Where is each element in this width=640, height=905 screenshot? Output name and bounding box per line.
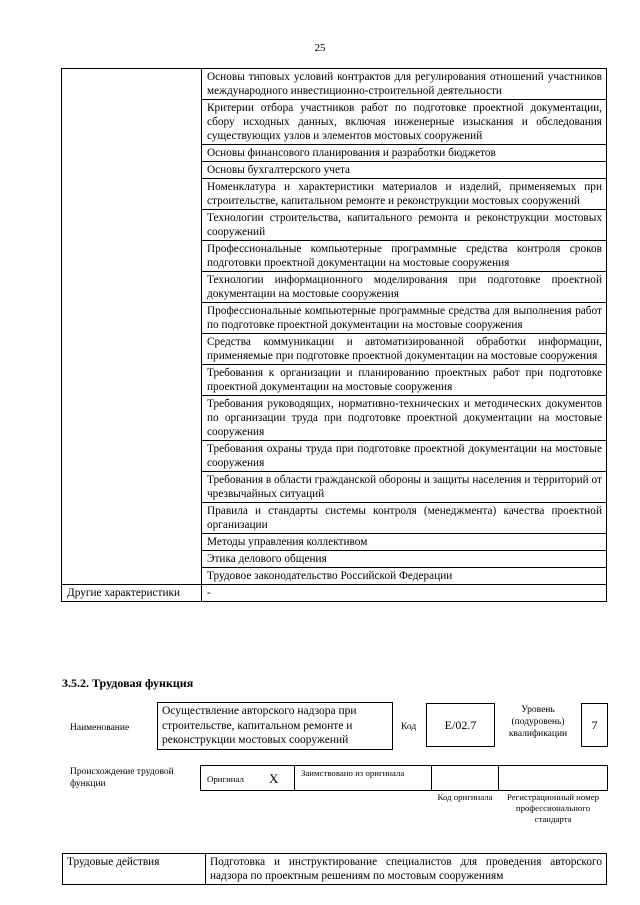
knowledge-item: Требования охраны труда при подготовке проектной документации на мостовые сооружения [202,441,607,472]
knowledge-item: Правила и стандарты системы контроля (менеджмента) качества проектной организации [202,503,607,534]
knowledge-item: Основы типовых условий контрактов для регулирования отношений участников международного инвестиционно-строительной деятельности [202,69,607,100]
knowledge-item: Технологии строительства, капитального ремонта и реконструкции мостовых сооружений [202,210,607,241]
original-mark: X [269,771,279,786]
reg-number-cell [498,765,608,791]
knowledge-item: Требования в области гражданской обороны и защиты населения и территорий от чрезвычайных ситуаций [202,472,607,503]
knowledge-item: Требования к организации и планированию проектных работ при подготовке проектной документации на мостовые сооружения [202,365,607,396]
other-characteristics-label: Другие характеристики [62,585,202,602]
knowledge-item: Этика делового общения [202,551,607,568]
knowledge-table [61,68,607,602]
left-empty-cell [62,69,202,585]
knowledge-item: Технологии информационного моделирования при подготовке проектной документации на мостовые сооружения [202,272,607,303]
original-cell [200,765,295,791]
knowledge-item: Трудовое законодательство Российской Федерации [202,568,607,585]
code-value-box: Е/02.7 [426,703,495,747]
knowledge-item: Основы финансового планирования и разработки бюджетов [202,145,607,162]
original-label: Оригинал [207,774,244,784]
table-row [62,585,607,602]
origin-code-label: Код оригинала [437,792,493,802]
page-number: 25 [314,42,326,54]
knowledge-item: Методы управления коллективом [202,534,607,551]
origin-code-cell [431,765,499,791]
knowledge-item: Основы бухгалтерского учета [202,162,607,179]
borrowed-label: Заимствовано из оригинала [301,768,405,778]
function-name-box: Осуществление авторского надзора при строительстве, капитальном ремонте и реконструкции мостовых сооружений [157,702,393,750]
knowledge-item: Критерии отбора участников работ по подготовке проектной документации, сбору исходных данных, включая инженерные изыскания и обследования существующих узлов и элементов мостовых сооружений [202,100,607,145]
level-value-box: 7 [581,703,608,747]
knowledge-item: Профессиональные компьютерные программные средства для выполнения работ по подготовке проектной документации на мостовые сооружения [202,303,607,334]
knowledge-item: Средства коммуникации и автоматизированной обработки информации, применяемые при подготовке проектной документации на мостовые сооружения [202,334,607,365]
table-row [63,854,607,885]
level-label: Уровень (подуровень) квалификации [508,705,568,739]
section-title: 3.5.2. Трудовая функция [62,676,194,690]
origin-label: Происхождение трудовой функции [70,767,174,789]
knowledge-item: Профессиональные компьютерные программные средства контроля сроков подготовки проектной документации на мостовые сооружения [202,241,607,272]
borrowed-cell [294,765,432,791]
table-row [62,69,607,100]
work-action-item: Подготовка и инструктирование специалистов для проведения авторского надзора по проектным решениям по мостовым сооружениям [206,854,607,885]
code-label: Код [401,722,417,732]
knowledge-item: Требования руководящих, нормативно-технических и методических документов по организации труда при подготовке проектной документации на мостовые сооружения [202,396,607,441]
other-characteristics-value: - [202,585,607,602]
knowledge-item: Номенклатура и характеристики материалов и изделий, применяемых при строительстве, капитальном ремонте и реконструкции мостовых сооружений [202,179,607,210]
name-label: Наименование [70,723,130,733]
reg-number-label: Регистрационный номер профессионального стандарта [506,792,599,824]
work-actions-label: Трудовые действия [63,854,206,885]
work-actions-table [62,853,607,885]
